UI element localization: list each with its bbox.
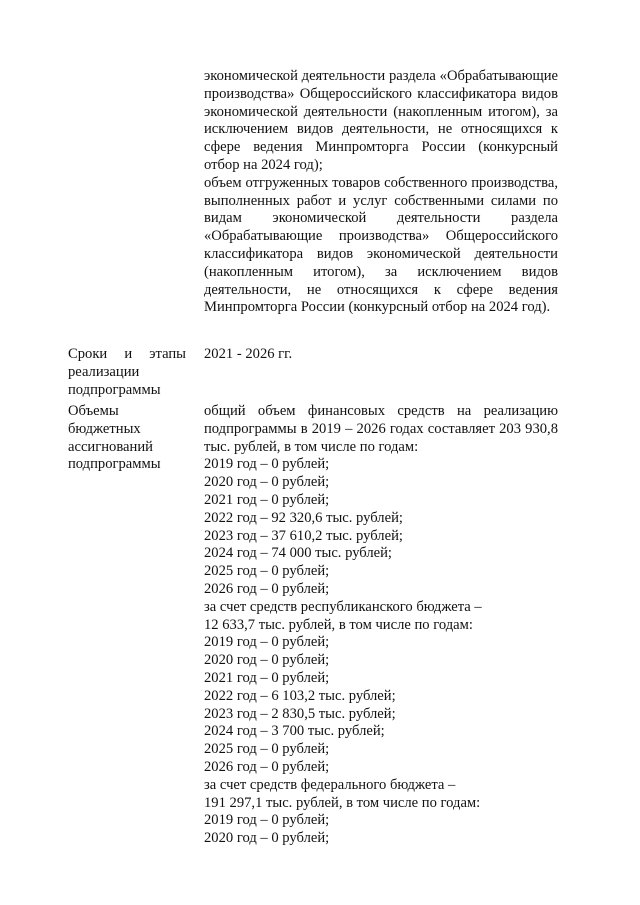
total-year-2020: 2020 год – 0 рублей;: [204, 474, 330, 491]
total-year-2021: 2021 год – 0 рублей;: [204, 491, 330, 508]
federal-budget-total: 191 297,1 тыс. рублей, в том числе по годам:: [204, 794, 481, 811]
funding-label-cell: [68, 403, 186, 474]
funding-label: Объемы бюджетных ассигнований подпрограммы: [68, 403, 161, 473]
total-year-2025: 2025 год – 0 рублей;: [204, 563, 330, 580]
timeline-value-cell: [204, 346, 558, 364]
indicator-paragraph-1: экономической деятельности раздела «Обрабатывающие производства» Общероссийского классификатора видов экономической деятельности (накопленным итогом), за исключением видов деятельности, не относящихся к сфере ведения Минпромторга России (конкурсный отбор на 2024 год);: [204, 68, 558, 173]
timeline-label: Сроки и этапы реализации подпрограммы: [68, 346, 186, 398]
federal-year-2020: 2020 год – 0 рублей;: [204, 830, 330, 847]
total-year-2019: 2019 год – 0 рублей;: [204, 456, 330, 473]
indicators-continuation: [204, 68, 558, 317]
republic-year-2019: 2019 год – 0 рублей;: [204, 634, 330, 651]
republic-budget-total: 12 633,7 тыс. рублей, в том числе по годам:: [204, 616, 473, 633]
timeline-value: 2021 - 2026 гг.: [204, 346, 293, 362]
total-year-2024: 2024 год – 74 000 тыс. рублей;: [204, 545, 392, 562]
federal-budget-intro: за счет средств федерального бюджета –: [204, 776, 456, 793]
indicator-paragraph-2: объем отгруженных товаров собственного производства, выполненных работ и услуг собственными силами по видам экономической деятельности раздела «Обрабатывающие производства» Общероссийского классификатора видов экономической деятельности (накопленным итогом), за исключением видов деятельности, не относящихся к сфере ведения Минпромторга России (конкурсный отбор на 2024 год).: [204, 174, 558, 316]
total-year-2023: 2023 год – 37 610,2 тыс. рублей;: [204, 527, 403, 544]
republic-year-2026: 2026 год – 0 рублей;: [204, 758, 330, 775]
republic-year-2024: 2024 год – 3 700 тыс. рублей;: [204, 723, 385, 740]
republic-year-2022: 2022 год – 6 103,2 тыс. рублей;: [204, 687, 396, 704]
republic-year-2020: 2020 год – 0 рублей;: [204, 652, 330, 669]
total-year-2022: 2022 год – 92 320,6 тыс. рублей;: [204, 509, 403, 526]
republic-year-2021: 2021 год – 0 рублей;: [204, 669, 330, 686]
total-year-2026: 2026 год – 0 рублей;: [204, 580, 330, 597]
federal-year-2019: 2019 год – 0 рублей;: [204, 812, 330, 829]
republic-year-2023: 2023 год – 2 830,5 тыс. рублей;: [204, 705, 396, 722]
funding-intro: общий объем финансовых средств на реализацию подпрограммы в 2019 – 2026 годах составляет 203 930,8 тыс. рублей, в том числе по годам:: [204, 403, 558, 455]
republic-budget-intro: за счет средств республиканского бюджета –: [204, 598, 482, 615]
funding-value-cell: [204, 403, 558, 848]
republic-year-2025: 2025 год – 0 рублей;: [204, 741, 330, 758]
timeline-label-cell: [68, 346, 186, 399]
